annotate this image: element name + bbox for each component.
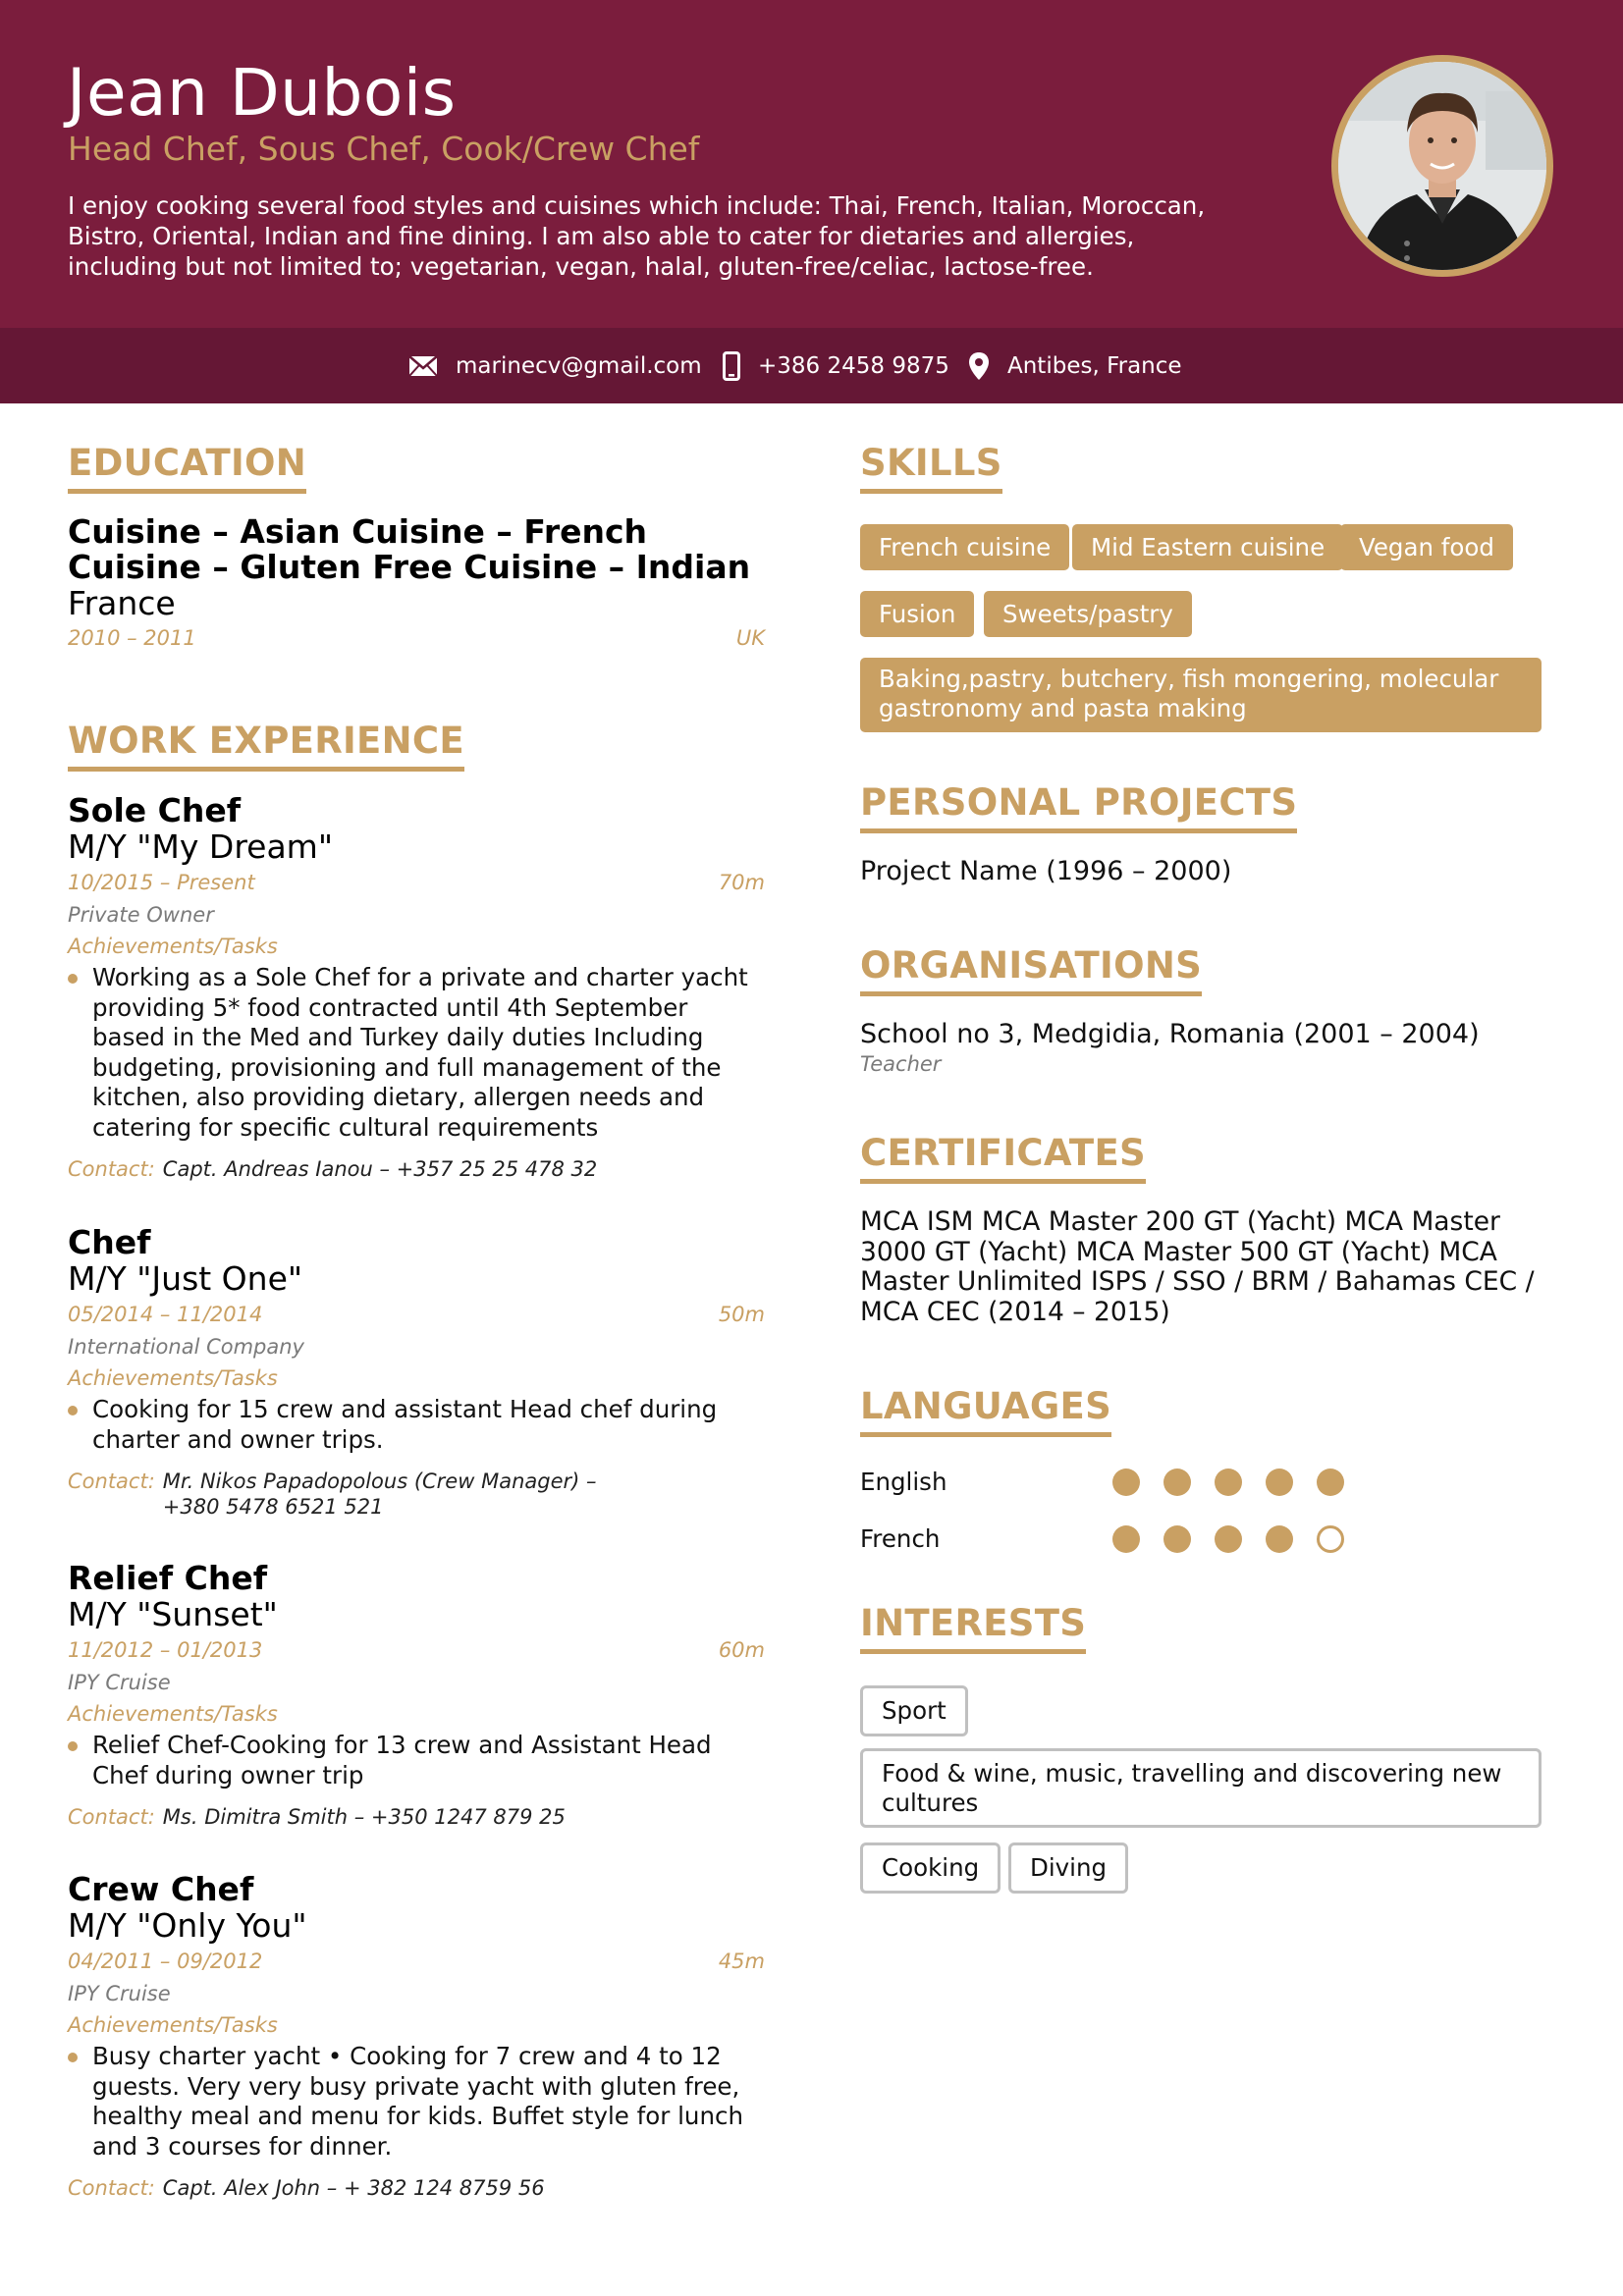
education-heading: EDUCATION [68,442,306,494]
contact-bar [0,328,1623,403]
job-title: Relief Chef [68,1559,268,1597]
profile-photo [1331,55,1553,277]
email-text: marinecv@gmail.com [456,352,702,379]
job-tasks-label: Achievements/Tasks [68,2013,278,2037]
education-country: UK [735,626,765,650]
skill-tag: Fusion [860,591,974,637]
skill-tag: Vegan food [1340,524,1513,570]
envelope-icon [408,355,438,377]
job-vessel-size: 45m [718,1949,765,1973]
contact-phone[interactable] [723,328,949,403]
job-dates: 05/2014 – 11/2014 [68,1303,263,1326]
proficiency-dot [1266,1525,1293,1553]
job-employer: International Company [68,1335,304,1359]
proficiency-dot [1112,1468,1140,1496]
job-entry [68,1225,765,1520]
education-entry [68,514,765,656]
proficiency-dot [1215,1468,1242,1496]
proficiency-dot [1163,1468,1191,1496]
mobile-phone-icon [723,351,740,381]
education-title: Cuisine – Asian Cuisine – French Cuisine – Gluten Free Cuisine – Indian [68,512,751,586]
certificates-text: MCA ISM MCA Master 200 GT (Yacht) MCA Master 3000 GT (Yacht) MCA Master 500 GT (Yacht) MCA Master Unlimited ISPS / SSO / BRM / Bahamas CEC / MCA CEC (2014 – 2015) [860,1206,1535,1327]
job-contact-value: Mr. Nikos Papadopolous (Crew Manager) – +380 5478 6521 521 [162,1469,597,1519]
job-vessel: M/Y "Only You" [68,1906,307,1945]
job-employer: IPY Cruise [68,1982,171,2005]
job-employer: Private Owner [68,903,214,927]
job-meta [68,871,765,900]
job-tasks-label: Achievements/Tasks [68,1366,278,1390]
job-task-bullet: Relief Chef-Cooking for 13 crew and Assistant Head Chef during owner trip [68,1731,765,1790]
proficiency-dot [1317,1468,1344,1496]
proficiency-dot [1215,1525,1242,1553]
job-entry [68,793,765,1182]
interests-heading: INTERESTS [860,1602,1086,1654]
languages-heading: LANGUAGES [860,1385,1111,1437]
skill-tag: Sweets/pastry [984,591,1192,637]
job-vessel-size: 50m [718,1303,765,1326]
location-pin-icon [968,351,990,381]
job-task-bullet: Busy charter yacht • Cooking for 7 crew and 4 to 12 guests. Very very busy private yacht with gluten free, healthy meal and menu for kids. Buffet style for lunch and 3 courses for dinner. [68,2042,765,2162]
job-entry [68,1872,765,2201]
header-banner [0,0,1623,328]
job-dates: 11/2012 – 01/2013 [68,1638,263,1662]
skill-tag: Mid Eastern cuisine [1072,524,1343,570]
job-employer: IPY Cruise [68,1671,171,1694]
organisation-name: School no 3, Medgidia, Romania (2001 – 2004) [860,1019,1480,1049]
interest-tag: Cooking [860,1842,1001,1894]
skill-tag: Baking,pastry, butchery, fish mongering, molecular gastronomy and pasta making [860,658,1542,732]
job-contact-label: Contact: [68,1157,155,1181]
education-meta [68,626,765,656]
skill-tag: French cuisine [860,524,1069,570]
job-title: Crew Chef [68,1870,254,1908]
chef-portrait-image [1338,62,1546,270]
proficiency-dot [1112,1525,1140,1553]
interest-tag: Food & wine, music, travelling and discovering new cultures [860,1748,1542,1828]
job-title: Sole Chef [68,791,242,829]
skills-heading: SKILLS [860,442,1002,494]
work-experience-heading: WORK EXPERIENCE [68,720,464,772]
job-dates: 10/2015 – Present [68,871,255,894]
project-item: Project Name (1996 – 2000) [860,856,1232,886]
certificates-heading: CERTIFICATES [860,1132,1146,1184]
job-meta [68,1303,765,1332]
job-vessel-size: 70m [718,871,765,894]
job-contact [68,2175,765,2201]
personal-projects-heading: PERSONAL PROJECTS [860,781,1297,833]
job-vessel: M/Y "Just One" [68,1259,303,1298]
proficiency-dot [1163,1525,1191,1553]
job-tasks-label: Achievements/Tasks [68,1702,278,1726]
job-tasks-label: Achievements/Tasks [68,934,278,958]
job-meta [68,1949,765,1979]
job-entry [68,1561,765,1830]
language-name-english: English [860,1468,947,1496]
job-contact [68,1804,765,1830]
job-contact [68,1468,618,1520]
interest-tag: Diving [1008,1842,1128,1894]
organisations-heading: ORGANISATIONS [860,944,1202,996]
job-title: Chef [68,1223,151,1261]
job-contact-value: Capt. Alex John – + 382 124 8759 56 [162,2176,545,2200]
phone-text: +386 2458 9875 [758,352,949,379]
profile-summary: I enjoy cooking several food styles and cuisines which include: Thai, French, Italian, Moroccan, Bistro, Oriental, Indian and fine dining. I am also able to cater for dietaries and allergies, including but not limited to; vegetarian, vegan, halal, gluten-free/celiac, lactose-free. [68,191,1206,281]
job-dates: 04/2011 – 09/2012 [68,1949,263,1973]
proficiency-dot [1317,1525,1344,1553]
proficiency-dot [1266,1468,1293,1496]
candidate-roles: Head Chef, Sous Chef, Cook/Crew Chef [68,130,700,168]
job-contact-label: Contact: [68,2176,155,2200]
location-text: Antibes, France [1007,352,1182,379]
job-vessel: M/Y "Sunset" [68,1595,278,1633]
education-place: France [68,584,176,622]
job-contact-label: Contact: [68,1469,155,1493]
job-contact-value: Ms. Dimitra Smith – +350 1247 879 25 [162,1805,566,1829]
candidate-name: Jean Dubois [67,55,457,131]
job-task-bullet: Working as a Sole Chef for a private and charter yacht providing 5* food contracted until 4th September based in the Med and Turkey daily duties Including budgeting, provisioning and full management of the kitchen, also providing dietary, allergen needs and catering for specific cultural requirements [68,963,765,1143]
interest-tag: Sport [860,1685,968,1736]
job-vessel-size: 60m [718,1638,765,1662]
organisation-role: Teacher [860,1052,942,1076]
job-contact-value: Capt. Andreas Ianou – +357 25 25 478 32 [162,1157,598,1181]
job-meta [68,1638,765,1668]
job-task-bullet: Cooking for 15 crew and assistant Head chef during charter and owner trips. [68,1395,765,1455]
contact-email[interactable] [408,328,702,403]
job-contact [68,1156,765,1182]
education-dates: 2010 – 2011 [68,626,196,650]
job-vessel: M/Y "My Dream" [68,828,334,866]
job-contact-label: Contact: [68,1805,155,1829]
organisation-entry [860,1019,1547,1079]
contact-location [968,328,1182,403]
language-name-french: French [860,1524,941,1553]
